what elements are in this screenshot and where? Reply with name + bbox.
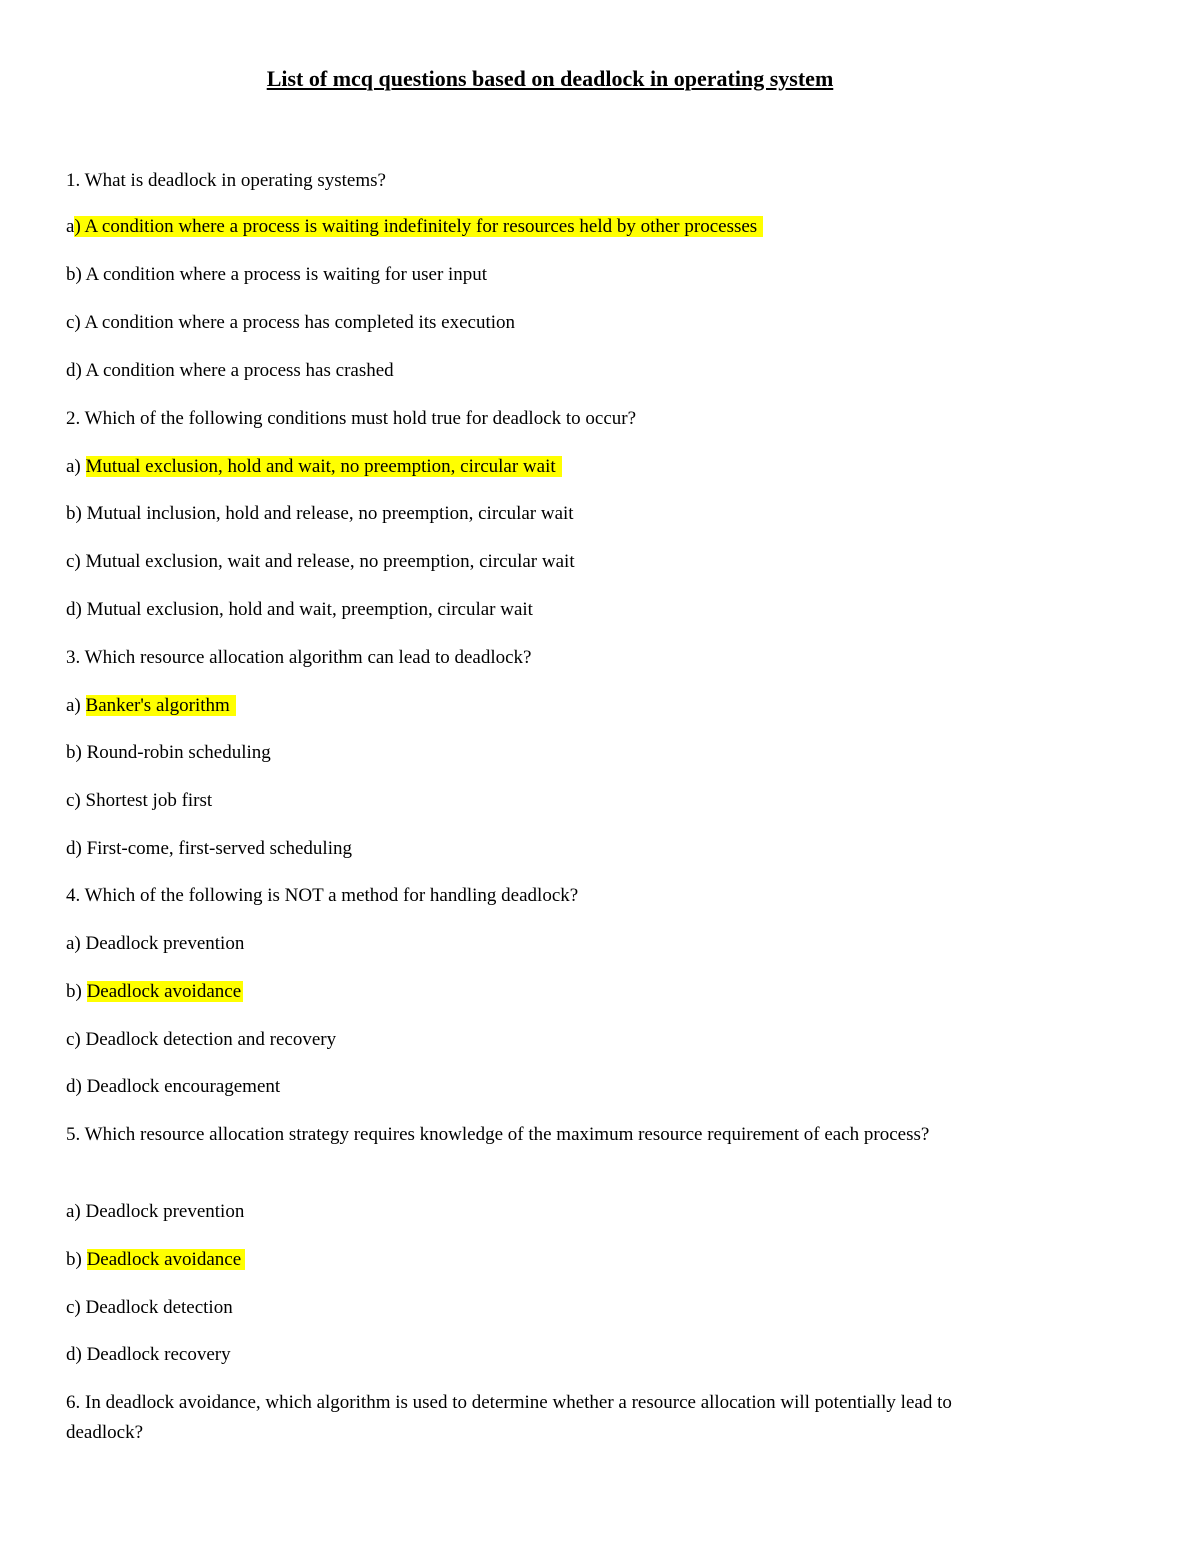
option-prefix: c) [66, 790, 86, 811]
option-prefix: d) [66, 838, 87, 859]
option-text: Deadlock recovery [86, 1344, 231, 1365]
highlighted-answer: Mutual exclusion, hold and wait, no preemption, circular wait [86, 456, 562, 477]
option-2a [66, 452, 1046, 482]
option-text: Deadlock detection [85, 1297, 233, 1318]
option-4b [66, 977, 1046, 1007]
option-text: Mutual exclusion, hold and wait, preemption, circular wait [86, 599, 533, 620]
option-5a [66, 1197, 1046, 1227]
option-prefix: b) [66, 503, 87, 524]
option-2c [66, 547, 1046, 577]
question-5: 5. Which resource allocation strategy requires knowledge of the maximum resource requirement of each process? [66, 1124, 930, 1145]
option-5c [66, 1293, 1046, 1323]
option-text: Round-robin scheduling [86, 742, 271, 763]
highlighted-answer: ) A condition where a process is waiting indefinitely for resources held by other processes [74, 216, 763, 237]
option-5d [66, 1340, 1046, 1370]
option-text: Deadlock detection and recovery [85, 1029, 337, 1050]
option-prefix: a [66, 216, 75, 237]
option-prefix: c) [66, 551, 86, 572]
option-prefix: a) [66, 695, 86, 716]
option-3d [66, 834, 1046, 864]
option-text: Mutual inclusion, hold and release, no preemption, circular wait [86, 503, 574, 524]
option-3a [66, 691, 1046, 721]
option-text: Deadlock prevention [85, 1201, 245, 1222]
option-text: A condition where a process has crashed [85, 360, 394, 381]
option-5b [66, 1245, 1046, 1275]
question-1: 1. What is deadlock in operating systems? [66, 170, 386, 191]
option-1b [66, 260, 1046, 290]
option-2b [66, 499, 1046, 529]
highlighted-answer: Deadlock avoidance [86, 981, 242, 1002]
option-prefix: a) [66, 1201, 86, 1222]
question-4: 4. Which of the following is NOT a method for handling deadlock? [66, 885, 579, 906]
option-text: A condition where a process is waiting for user input [85, 264, 488, 285]
option-text: Deadlock prevention [85, 933, 245, 954]
option-4c [66, 1025, 1046, 1055]
page-title: List of mcq questions based on deadlock in operating system [266, 66, 834, 91]
option-text: Deadlock encouragement [86, 1076, 281, 1097]
option-prefix: c) [66, 312, 85, 333]
option-3c [66, 786, 1046, 816]
option-prefix: d) [66, 599, 87, 620]
option-1c [66, 308, 1046, 338]
option-prefix: c) [66, 1297, 86, 1318]
option-text: Mutual exclusion, wait and release, no preemption, circular wait [85, 551, 575, 572]
highlighted-answer: Deadlock avoidance [87, 1249, 246, 1270]
option-prefix: b) [66, 981, 87, 1002]
highlighted-answer: Banker's algorithm [86, 695, 236, 716]
option-prefix: a) [66, 933, 86, 954]
question-3: 3. Which resource allocation algorithm can lead to deadlock? [66, 647, 532, 668]
option-prefix: b) [66, 742, 87, 763]
option-prefix: c) [66, 1029, 86, 1050]
option-1d [66, 356, 1046, 386]
option-prefix: b) [66, 1249, 87, 1270]
option-prefix: d) [66, 1076, 87, 1097]
option-text: A condition where a process has completed its execution [84, 312, 516, 333]
option-prefix: d) [66, 360, 86, 381]
option-prefix: d) [66, 1344, 87, 1365]
option-3b [66, 738, 1046, 768]
option-2d [66, 595, 1046, 625]
option-text: First-come, first-served scheduling [86, 838, 352, 859]
question-6: 6. In deadlock avoidance, which algorithm is used to determine whether a resource allocation will potentially lead to deadlock? [66, 1392, 952, 1443]
question-2: 2. Which of the following conditions must hold true for deadlock to occur? [66, 408, 637, 429]
option-1a [66, 212, 1046, 242]
option-text: Shortest job first [85, 790, 213, 811]
option-prefix: b) [66, 264, 86, 285]
option-4d [66, 1072, 1046, 1102]
option-prefix: a) [66, 456, 86, 477]
option-4a [66, 929, 1046, 959]
